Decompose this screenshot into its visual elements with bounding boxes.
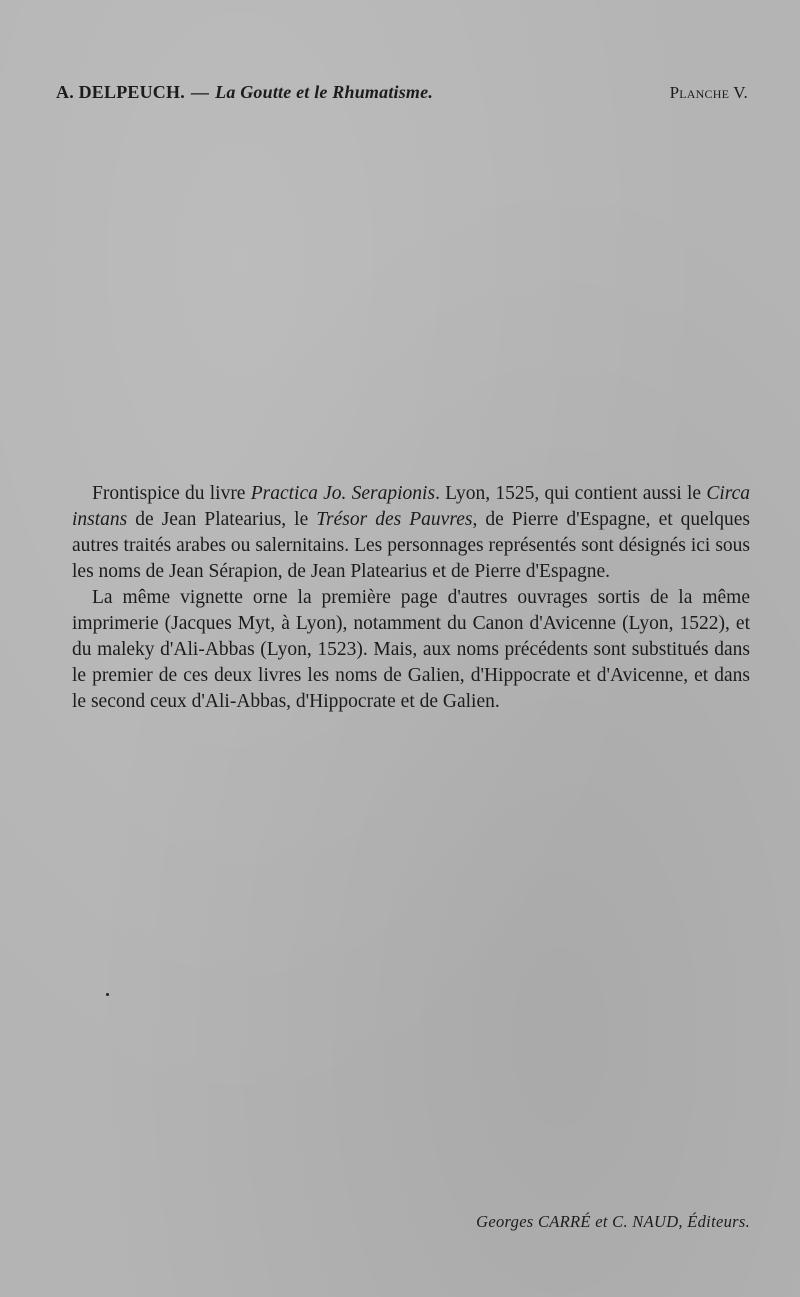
caption-run: Frontispice du livre	[92, 483, 251, 504]
caption-run: , de Pierre d'Espagne, et quelques autres traités arabes ou salernitains. Les personnages représentés sont désignés ici sous les noms de Jean Sérapion, de Jean Platearius et de Pierre d'Espagne.	[72, 509, 750, 582]
plate-number: Planche V.	[669, 83, 748, 102]
book-title-italic: Trésor des Pauvres	[316, 509, 473, 530]
caption-text	[72, 481, 750, 715]
header-dash: —	[190, 82, 210, 102]
caption-paragraph-2	[72, 585, 750, 715]
publisher-line: Georges CARRÉ et C. NAUD, Éditeurs.	[476, 1212, 750, 1231]
caption-run: de Jean Platearius, le	[127, 509, 317, 530]
running-header	[56, 82, 748, 103]
header-author: A. DELPEUCH.	[56, 82, 185, 102]
book-title-italic: Circa instans	[72, 483, 751, 530]
caption-run: . Lyon, 1525, qui contient aussi le	[435, 483, 707, 504]
print-speck	[106, 993, 109, 996]
book-title-italic: Practica Jo. Serapionis	[250, 483, 436, 504]
header-book-title: La Goutte et le Rhumatisme.	[215, 82, 434, 102]
header-left	[56, 82, 433, 103]
caption-paragraph-1	[72, 481, 750, 585]
caption-run: La même vignette orne la première page d'autres ouvrages sortis de la même imprimerie (Jacques Myt, à Lyon), notamment du Canon d'Avicenne (Lyon, 1522), et du maleky d'Ali-Abbas (Lyon, 1523). Mais, aux noms précédents sont substitués dans le premier de ces deux livres les noms de Galien, d'Hippocrate et d'Avicenne, et dans le second ceux d'Ali-Abbas, d'Hippocrate et de Galien.	[72, 587, 750, 712]
